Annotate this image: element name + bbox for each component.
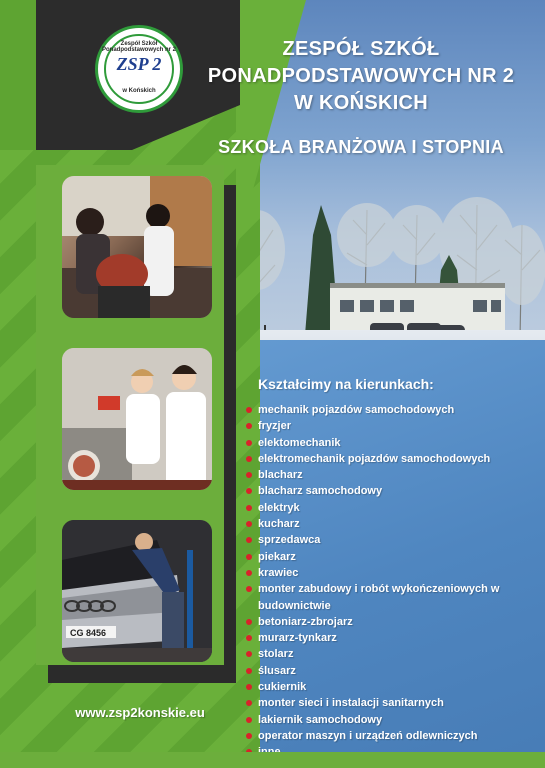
school-title [196, 36, 526, 117]
title-line-2: PONADPODSTAWOWYCH NR 2 [207, 65, 515, 87]
logo-main-text: ZSP 2 [116, 54, 162, 74]
list-item: ślusarz [246, 663, 541, 679]
list-item: krawiec [246, 565, 541, 581]
school-subtitle: SZKOŁA BRANŻOWA I STOPNIA [218, 137, 504, 157]
bullet-icon [246, 456, 252, 462]
bullet-icon [246, 554, 252, 560]
car-plate-text: CG 8456 [70, 628, 107, 638]
list-item: operator maszyn i urządzeń odlewniczych [246, 728, 541, 744]
bullet-icon [246, 472, 252, 478]
hairdresser-illustration [62, 176, 212, 318]
list-item: blacharz [246, 467, 541, 483]
logo-top-text: Zespół Szkół Ponadpodstawowych nr 2 [101, 41, 176, 53]
bullet-icon [246, 717, 252, 723]
list-item: sprzedawca [246, 532, 541, 548]
bullet-icon [246, 488, 252, 494]
bullet-icon [246, 700, 252, 706]
bottom-green-bar [0, 752, 545, 768]
list-item: kucharz [246, 516, 541, 532]
list-item: elektryk [246, 500, 541, 516]
list-item: stolarz [246, 646, 541, 662]
bullet-icon [246, 407, 252, 413]
list-item: lakiernik samochodowy [246, 712, 541, 728]
mechanic-photo [62, 520, 212, 662]
school-logo [95, 25, 183, 113]
courses-list [246, 402, 541, 761]
bullet-icon [246, 505, 252, 511]
list-item: elektromechanik pojazdów samochodowych [246, 451, 541, 467]
bullet-icon [246, 423, 252, 429]
bullet-icon [246, 619, 252, 625]
bullet-icon [246, 635, 252, 641]
bullet-icon [246, 684, 252, 690]
logo-bottom-text: w Końskich [122, 88, 156, 94]
list-item: mechanik pojazdów samochodowych [246, 402, 541, 418]
bullet-icon [246, 440, 252, 446]
bullet-icon [246, 570, 252, 576]
website-link[interactable]: www.zsp2konskie.eu [75, 705, 205, 720]
bullet-icon [246, 586, 252, 592]
list-item: blacharz samochodowy [246, 483, 541, 499]
title-line-3: W KOŃSKICH [293, 92, 429, 114]
list-item: elektomechanik [246, 435, 541, 451]
bullet-icon [246, 668, 252, 674]
list-item: fryzjer [246, 418, 541, 434]
hairdresser-photo [62, 176, 212, 318]
cooks-illustration [62, 348, 212, 490]
cooks-photo [62, 348, 212, 490]
list-item: cukiernik [246, 679, 541, 695]
mechanic-illustration [62, 520, 212, 662]
bullet-icon [246, 521, 252, 527]
bullet-icon [246, 537, 252, 543]
header-green-corner [0, 0, 36, 150]
title-line-1: ZESPÓŁ SZKÓŁ [282, 38, 440, 60]
school-building-photo [235, 175, 545, 350]
list-item: murarz-tynkarz [246, 630, 541, 646]
courses-heading: Kształcimy na kierunkach: [258, 376, 434, 392]
list-item: piekarz [246, 549, 541, 565]
list-item: betoniarz-zbrojarz [246, 614, 541, 630]
list-item: monter zabudowy i robót wykończeniowych w budownictwie [246, 581, 541, 614]
bullet-icon [246, 733, 252, 739]
list-item: monter sieci i instalacji sanitarnych [246, 695, 541, 711]
bullet-icon [246, 651, 252, 657]
